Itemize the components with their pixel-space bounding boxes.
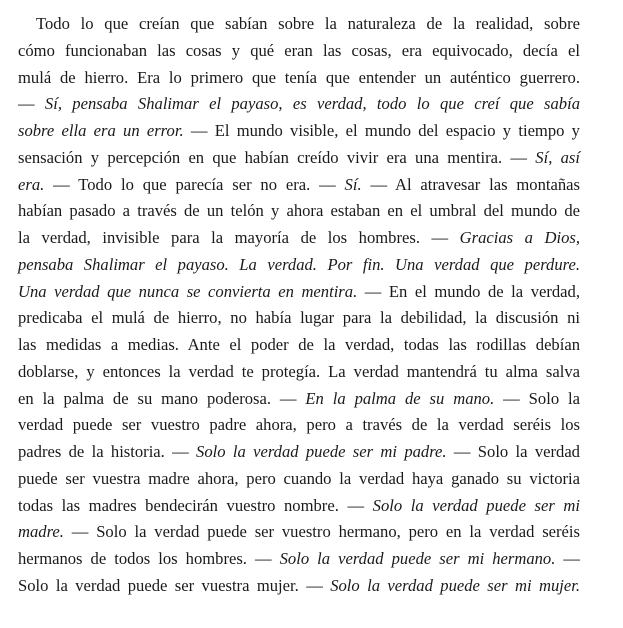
text-segment: las medidas a medias. Ante el poder de la verdad, todas las rodillas debían xyxy=(18,335,580,354)
italic-text-segment: Solo la verdad puede ser mi hermano. xyxy=(279,549,556,568)
text-segment: hermanos de todos los hombres. — xyxy=(18,549,280,568)
text-line xyxy=(18,412,580,439)
text-segment: en la palma de su mano poderosa. — xyxy=(18,388,306,408)
text-line xyxy=(18,38,580,65)
text-segment: — xyxy=(18,94,45,114)
text-line xyxy=(18,91,580,118)
italic-text-segment: Sí. xyxy=(344,174,362,194)
text-line xyxy=(18,198,580,225)
text-segment: — En el mundo de la verdad, xyxy=(357,281,580,301)
text-segment: mulá de hierro. Era lo primero que tenía que entender un auténtico guerrero. xyxy=(18,67,580,87)
text-line xyxy=(18,546,580,573)
text-line xyxy=(18,573,580,600)
italic-text-segment: Solo la verdad puede ser mi xyxy=(372,495,581,515)
text-line xyxy=(18,519,580,546)
text-line xyxy=(18,439,580,466)
text-segment: — Solo la xyxy=(494,388,581,408)
text-line xyxy=(18,225,580,252)
text-segment: la verdad, invisible para la mayoría de los hombres. — xyxy=(18,228,460,247)
text-line xyxy=(18,386,580,413)
italic-text-segment: Sí, pensaba Shalimar el payaso, es verdad, todo lo que creí que sabía xyxy=(44,94,580,114)
text-segment: verdad puede ser vuestro padre ahora, pero a través de la verdad seréis los xyxy=(18,415,580,435)
text-line xyxy=(18,11,580,38)
italic-text-segment: Sí, así xyxy=(535,147,580,167)
text-line xyxy=(18,172,580,199)
text-segment: doblarse, y entonces la verdad te protegía. La verdad mantendrá tu alma salva xyxy=(18,361,580,381)
italic-text-segment: Una verdad que nunca se convierta en mentira. xyxy=(18,281,358,301)
italic-text-segment: Solo la verdad puede ser mi mujer. xyxy=(330,575,581,595)
text-segment: sensación y percepción en que habían creído vivir era una mentira. — xyxy=(18,147,536,167)
italic-text-segment: En la palma de su mano. xyxy=(305,388,495,408)
text-line xyxy=(18,118,580,145)
text-segment: predicaba el mulá de hierro, no había lugar para la debilidad, la discusión ni xyxy=(18,308,580,328)
text-segment: Solo la verdad puede ser vuestra mujer. — xyxy=(18,575,331,595)
text-line xyxy=(18,145,580,172)
text-segment: — xyxy=(555,549,581,568)
text-segment: — El mundo visible, el mundo del espacio y tiempo y xyxy=(183,121,580,140)
text-line xyxy=(18,359,580,386)
italic-text-segment: madre. xyxy=(18,522,64,542)
text-line xyxy=(18,279,580,306)
text-segment: — Al atravesar las montañas xyxy=(361,174,580,194)
text-line xyxy=(18,252,580,279)
text-line xyxy=(18,466,580,493)
italic-text-segment: sobre ella era un error. xyxy=(18,121,184,140)
text-segment: puede ser vuestra madre ahora, pero cuando la verdad haya ganado su victoria xyxy=(18,468,580,488)
italic-text-segment: Gracias a Dios, xyxy=(459,228,580,247)
text-line xyxy=(18,65,580,92)
text-segment: habían pasado a través de un telón y ahora estaban en el umbral del mundo de xyxy=(18,201,580,221)
text-segment: padres de la historia. — xyxy=(18,442,197,461)
italic-text-segment: Solo la verdad puede ser mi padre. xyxy=(196,442,447,461)
text-segment: cómo funcionaban las cosas y qué eran las cosas, era equivocado, decía el xyxy=(18,40,580,60)
text-line xyxy=(18,332,580,359)
text-line xyxy=(18,493,580,520)
text-segment: — Todo lo que parecía ser no era. — xyxy=(44,174,345,194)
italic-text-segment: era. xyxy=(18,174,45,194)
text-segment: — Solo la verdad puede ser vuestro hermano, pero en la verdad seréis xyxy=(63,522,580,542)
text-segment: Todo lo que creían que sabían sobre la naturaleza de la realidad, sobre xyxy=(36,14,580,33)
text-segment: — Solo la verdad xyxy=(446,442,580,461)
text-line xyxy=(18,305,580,332)
body-paragraph xyxy=(18,11,580,600)
text-segment: todas las madres bendecirán vuestro nombre. — xyxy=(18,495,373,515)
italic-text-segment: pensaba Shalimar el payaso. La verdad. Por fin. Una verdad que perdure. xyxy=(18,254,580,274)
